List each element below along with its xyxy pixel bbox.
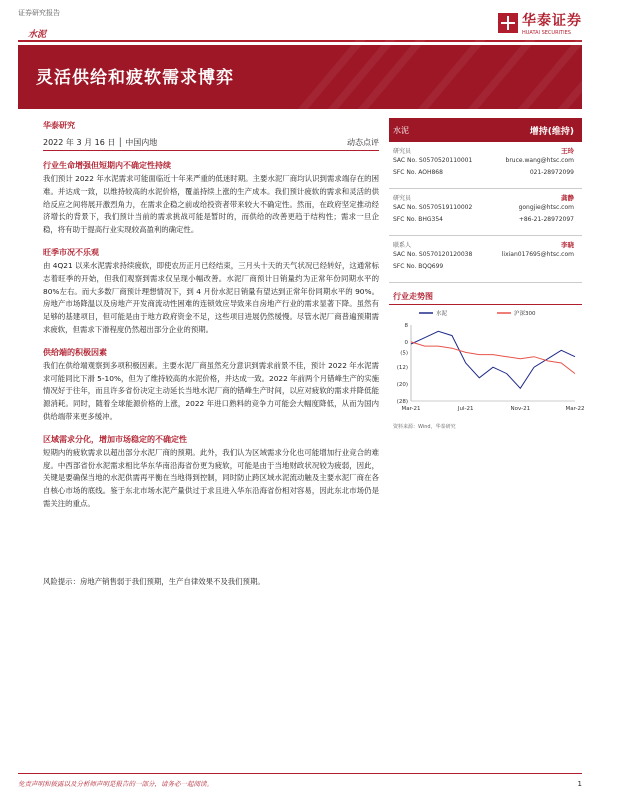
logo-name-en: HUATAI SECURITIES [522, 30, 571, 36]
section-body: 短期内的疲软需求以超出部分水泥厂商的预期。此外，我们认为区域需求分化也可能增加行业竞合的难度。中西部省份水泥需求相比华东华南沿海省份更为疲软，可能是由于当地财政状况较为疲弱，因此，关键是要确保当地的水泥供需再平衡在当地得到控制，同时防止跨区域水泥流动触及主要水泥厂商在各自核心市场的底线。鉴于东北市场水泥产量供过于求且进入华东沿海省份相对容易，因此东北市场仍是需关注的重点。 [43, 447, 379, 508]
analyst-sfc: SFC No. AOH868 [393, 169, 443, 176]
analyst-sfc: SFC No. BHG354 [393, 216, 443, 223]
analyst-card [389, 189, 582, 236]
y-tick-label: (12) [396, 365, 408, 372]
sidebar [389, 118, 585, 430]
series-line-cement [411, 331, 575, 388]
section-heading: 供给端的积极因素 [43, 347, 107, 357]
page-number: 1 [577, 780, 582, 788]
header-divider [18, 40, 582, 42]
report-title: 灵活供给和疲软需求博弈 [36, 68, 234, 88]
section-body: 由 4Q21 以来水泥需求持续疲软，即使农历正月已经结束，三月头十天的天气状况已经转好，这通常标志着旺季的开始，但我们观察到需求仅呈现小幅改善。水泥厂商预计日销量约为正常年份同期水平的 80%左右。而大多数厂商预计理想情况下，到 4 月份水泥日销量有望达到正常年份同期水平的 90%。房地产市场降温以及房地产开发商流动性困难的连锁效应导致来自房地产行业的需求显著下降。虽然有足够的基建项目，但可能是由于地方政府资金不足，这些项目进展仍然缓慢。尽管水泥厂商普遍预期需求疲软，但需求下滑程度仍然超出部分企业的预期。 [43, 260, 379, 334]
logo-icon [498, 13, 518, 33]
analyst-sac: SAC No. S0570520110001 [393, 157, 473, 164]
analyst-card [389, 236, 582, 283]
report-date: 2022 年 3 月 16 日 │ 中国内地 [43, 138, 158, 147]
report-type: 动态点评 [347, 138, 379, 147]
section-heading: 区域需求分化，增加市场稳定的不确定性 [43, 434, 187, 444]
x-tick-label: Mar-22 [565, 406, 585, 412]
title-banner [18, 45, 582, 109]
x-tick-label: Jul-21 [457, 406, 474, 412]
industry-label: 水泥 [393, 126, 409, 135]
logo-name: 华泰证券 [522, 13, 582, 29]
x-tick-label: Mar-21 [401, 406, 421, 412]
report-meta [43, 137, 379, 151]
section-heading: 行业生命增强但短期内不确定性持续 [43, 161, 171, 170]
analyst-card [389, 142, 582, 189]
section [43, 160, 379, 237]
chart-title: 行业走势图 [389, 291, 582, 305]
y-tick-label: (28) [396, 399, 408, 405]
analyst-name: 龚静 [561, 194, 574, 202]
analyst-role: 研究员 [393, 148, 412, 155]
analyst-name: 王玲 [561, 147, 574, 155]
analyst-sac: SAC No. S0570519110002 [393, 204, 473, 211]
section [43, 347, 379, 424]
analyst-phone: +86-21-28972097 [518, 216, 574, 223]
section-heading: 旺季市况不乐观 [43, 247, 99, 257]
rating-label: 增持(维持) [529, 127, 574, 137]
chart-source: 资料来源：Wind，华泰研究 [393, 424, 456, 430]
analyst-email[interactable]: lixian017695@htsc.com [501, 251, 574, 258]
analyst-sfc: SFC No. BQQ699 [393, 263, 444, 270]
analyst-name: 李晓 [561, 241, 574, 249]
section-body: 我们在供给端观察到多项积极因素。主要水泥厂商虽然充分意识到需求前景不佳，预计 2022 年水泥需求可能同比下滑 5-10%，但为了维持较高的水泥价格，并达成一致。2022 年前两个月错峰生产的实施情况好于往年，而且许多省份决定主动延长当地水泥厂商的错峰生产时间，以应对疲软的需求并降低能源消耗。同时，随着全球能源价格的上涨，2022 年进口熟料的竞争力可能会大幅度降低，从而为国内供给端带来更多缓冲。 [43, 360, 379, 421]
section-body: 我们预计 2022 年水泥需求可能面临近十年来严重的低迷时期。主要水泥厂商均认识到需求端存在的困难。并达成一致，以维持较高的水泥价格，覆盖持续上涨的生产成本。我们预计疲软的需求和灵活的供给反应之间将展开激烈角力，在需求企稳之前或给投资者带来较大不确定性。然而，在政府坚定推动经济增长的背景下，我们预计当前的需求挑战可能是暂时的，而供给的改善更趋于结构性；需求一旦企稳，将有助于提高行业实现较高盈利的确定性。 [43, 174, 379, 235]
analyst-email[interactable]: gongjie@htsc.com [518, 204, 574, 211]
legend-label: 沪深300 [514, 311, 536, 317]
analyst-role: 研究员 [393, 195, 412, 202]
series-line-csi300 [411, 342, 575, 374]
y-tick-label: (20) [396, 382, 408, 389]
y-tick-label: (5) [400, 350, 408, 357]
category-label: 水泥 [28, 30, 47, 40]
y-tick-label: 0 [404, 339, 408, 346]
industry-trend-chart [389, 305, 585, 417]
x-tick-label: Nov-21 [510, 406, 531, 412]
section [43, 434, 379, 511]
risk-warning: 风险提示：房地产销售弱于我们预期，生产自律效果不及我们预期。 [43, 577, 265, 586]
analyst-phone: 021-28972099 [529, 169, 574, 176]
disclaimer-note: 免责声明和披露以及分析师声明是报告的一部分，请务必一起阅读。 [18, 780, 213, 788]
analyst-email[interactable]: bruce.wang@htsc.com [505, 157, 574, 164]
doc-type-label: 证券研究报告 [18, 9, 60, 17]
author-line: 华泰研究 [43, 121, 75, 130]
legend-label: 水泥 [436, 311, 448, 317]
footer-divider [18, 773, 582, 774]
y-tick-label: 8 [404, 323, 408, 329]
rating-bar [389, 118, 582, 142]
analyst-sac: SAC No. S0570120120038 [393, 251, 473, 258]
analyst-role: 联系人 [393, 242, 412, 249]
main-content [43, 160, 379, 521]
section [43, 247, 379, 337]
